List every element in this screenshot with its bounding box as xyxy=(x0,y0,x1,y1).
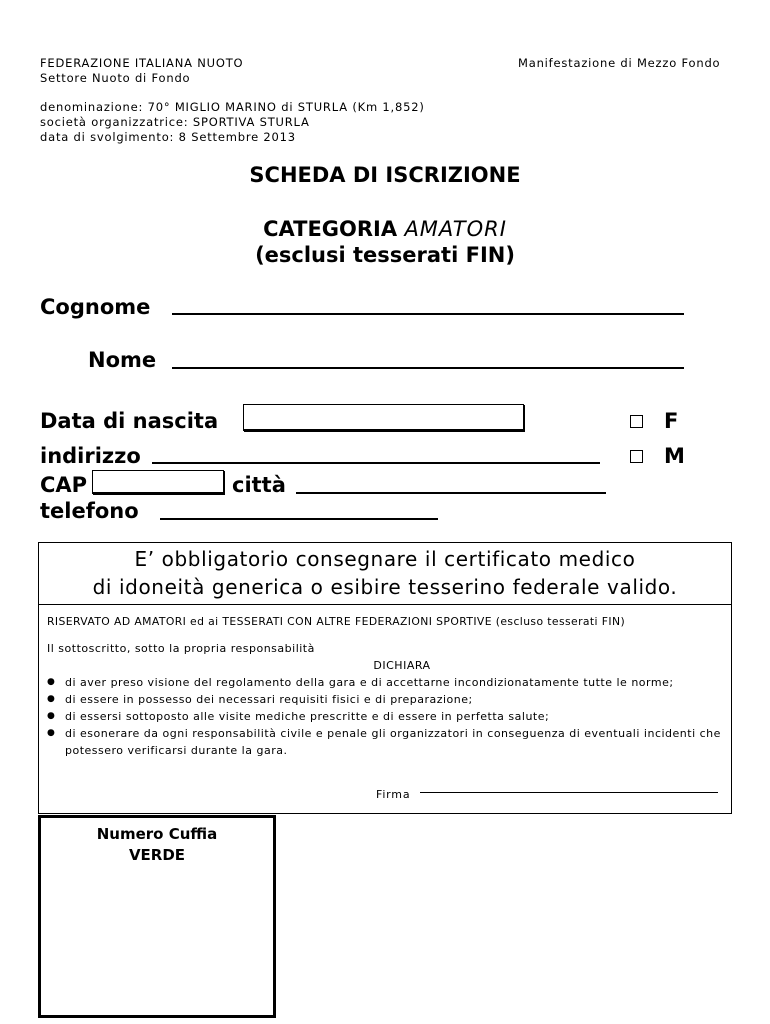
cap-number-box xyxy=(38,815,276,1018)
name-field[interactable] xyxy=(172,367,684,369)
address-label: indirizzo xyxy=(40,444,141,468)
list-item: ● di essersi sottoposto alle visite mediche prescritte e di essere in perfetta salute; xyxy=(65,708,727,725)
declaration-intro: Il sottoscritto, sotto la propria responsabilità xyxy=(47,642,315,655)
surname-field[interactable] xyxy=(172,313,684,315)
cap-field[interactable] xyxy=(92,470,224,494)
birthdate-label: Data di nascita xyxy=(40,409,219,433)
declaration-box xyxy=(38,542,732,814)
medical-certificate-notice xyxy=(39,543,731,605)
signature-field[interactable] xyxy=(420,792,718,793)
list-item: ● di essere in possesso dei necessari requisiti fisici e di preparazione; xyxy=(65,691,727,708)
event-date: data di svolgimento: 8 Settembre 2013 xyxy=(40,130,296,144)
cap-label: CAP xyxy=(40,473,88,497)
address-field[interactable] xyxy=(152,462,600,464)
event-name: denominazione: 70° MIGLIO MARINO di STURLA (Km 1,852) xyxy=(40,100,425,114)
reserved-note: RISERVATO AD AMATORI ed ai TESSERATI CON ALTRE FEDERAZIONI SPORTIVE (escluso tesserati FIN) xyxy=(47,615,626,628)
declare-heading: DICHIARA xyxy=(373,659,431,672)
form-category xyxy=(0,216,770,242)
city-field[interactable] xyxy=(296,492,606,494)
event-info xyxy=(40,100,425,145)
notice-line-1: E’ obbligatorio consegnare il certificato medico xyxy=(134,547,636,571)
cap-color-label: VERDE xyxy=(128,846,186,864)
organization-header xyxy=(40,56,243,86)
phone-field[interactable] xyxy=(160,518,438,520)
organization-name: FEDERAZIONE ITALIANA NUOTO xyxy=(40,56,244,70)
category-note: (esclusi tesserati FIN) xyxy=(255,243,515,267)
category-name: AMATORI xyxy=(404,217,507,241)
gender-f-checkbox[interactable] xyxy=(630,415,643,428)
surname-label: Cognome xyxy=(40,295,151,319)
cap-number-label: Numero Cuffia xyxy=(96,825,218,843)
city-label: città xyxy=(232,473,286,497)
declaration-list xyxy=(47,674,727,759)
declaration-body xyxy=(47,613,727,759)
organization-sector: Settore Nuoto di Fondo xyxy=(40,71,191,85)
name-label: Nome xyxy=(88,348,157,372)
event-organizer: società organizzatrice: SPORTIVA STURLA xyxy=(40,115,310,129)
signature-label: Firma xyxy=(376,788,411,801)
gender-m-label: M xyxy=(664,444,685,468)
birthdate-field[interactable] xyxy=(243,404,524,431)
list-item: ● di esonerare da ogni responsabilità civile e penale gli organizzatori in conseguenza di eventuali incidenti che potessero verificarsi durante la gara. xyxy=(65,725,727,759)
event-type: Manifestazione di Mezzo Fondo xyxy=(518,56,721,70)
phone-label: telefono xyxy=(40,499,139,523)
form-title: SCHEDA DI ISCRIZIONE xyxy=(249,163,521,187)
category-prefix: CATEGORIA xyxy=(263,217,405,241)
gender-m-checkbox[interactable] xyxy=(630,450,643,463)
notice-line-2: di idoneità generica o esibire tesserino federale valido. xyxy=(92,575,678,599)
list-item: ● di aver preso visione del regolamento della gara e di accettarne incondizionatamente tutte le norme; xyxy=(65,674,727,691)
gender-f-label: F xyxy=(664,409,679,433)
